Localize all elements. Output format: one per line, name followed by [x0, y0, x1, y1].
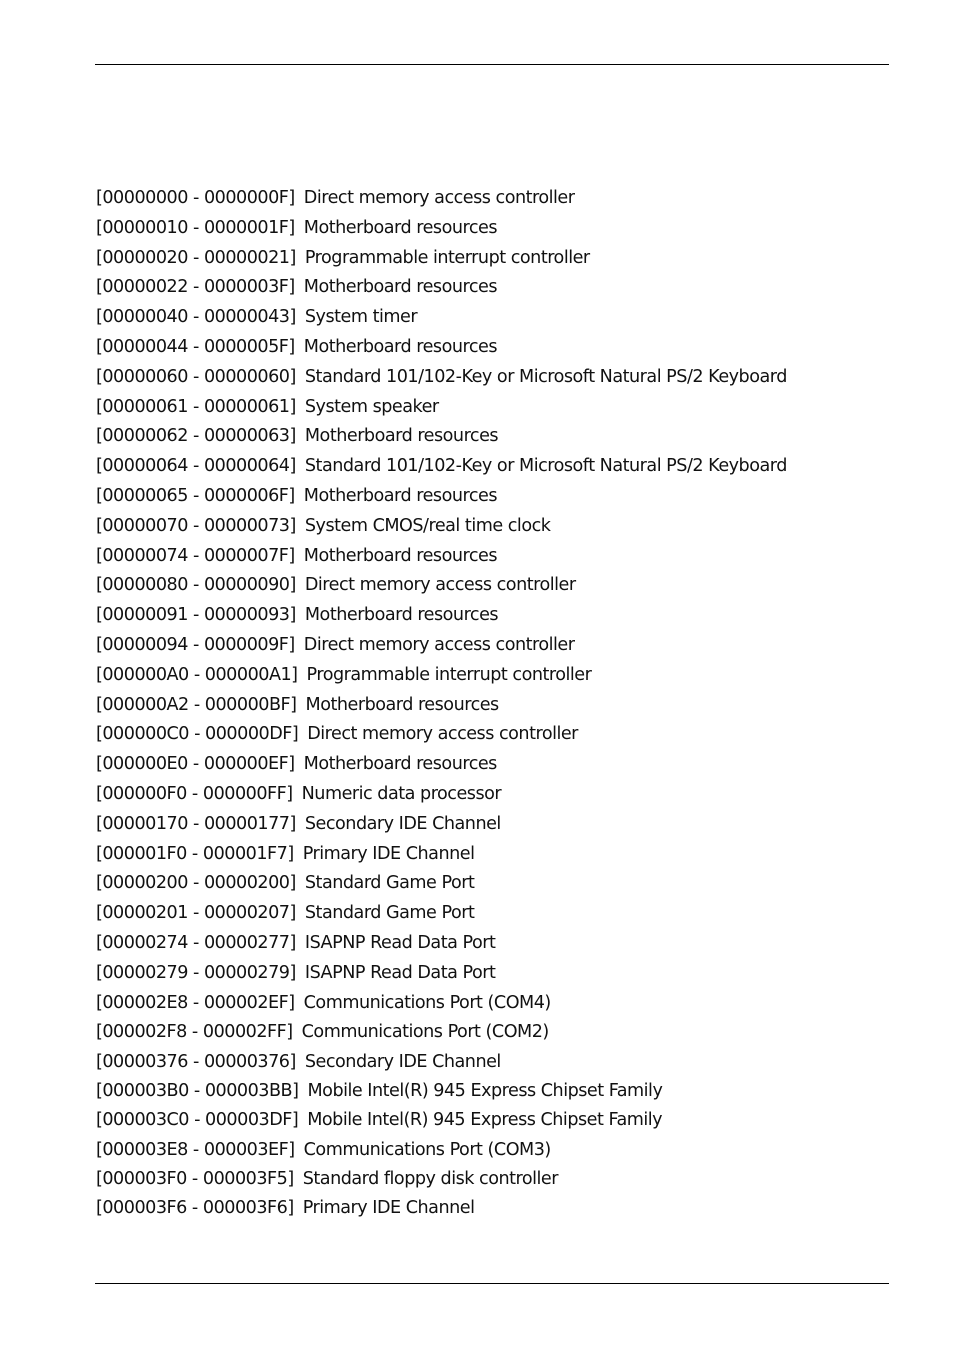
device-name: Motherboard resources — [303, 754, 497, 775]
device-name: Secondary IDE Channel — [304, 813, 501, 834]
io-range: [00000000 - 0000000F] — [96, 188, 295, 208]
io-range: [000003F0 - 000003F5] — [96, 1168, 294, 1189]
io-range: [000000A2 - 000000BF] — [96, 694, 297, 715]
list-item — [96, 273, 856, 303]
device-name: Secondary IDE Channel — [304, 1052, 501, 1073]
list-item — [96, 1194, 856, 1223]
device-name: Standard Game Port — [304, 903, 475, 924]
header-rule — [95, 64, 889, 65]
device-name: Communications Port (COM3) — [303, 1139, 551, 1160]
io-range: [00000070 - 00000073] — [96, 515, 296, 536]
io-range: [000002E8 - 000002EF] — [96, 992, 295, 1013]
io-range: [000000E0 - 000000EF] — [96, 754, 295, 775]
list-item — [96, 959, 856, 989]
device-name: Motherboard resources — [304, 605, 499, 626]
footer-rule — [95, 1283, 889, 1284]
io-range: [000000F0 - 000000FF] — [96, 783, 293, 804]
list-item — [96, 989, 856, 1019]
device-name: Motherboard resources — [303, 545, 498, 566]
list-item — [96, 899, 856, 929]
io-range: [00000065 - 0000006F] — [96, 485, 295, 506]
io-range: [00000010 - 0000001F] — [96, 217, 295, 238]
device-name: System speaker — [304, 396, 439, 417]
list-item — [96, 363, 856, 393]
device-name: Motherboard resources — [304, 426, 499, 447]
list-item — [96, 1106, 856, 1135]
device-name: Direct memory access controller — [307, 724, 578, 745]
device-name: Motherboard resources — [303, 277, 498, 298]
list-item — [96, 214, 856, 244]
io-range: [00000376 - 00000376] — [96, 1052, 296, 1073]
device-name: ISAPNP Read Data Port — [304, 962, 496, 983]
list-item — [96, 661, 856, 691]
io-range: [00000020 - 00000021] — [96, 247, 296, 268]
list-item — [96, 780, 856, 810]
list-item — [96, 810, 856, 840]
device-name: Direct memory access controller — [304, 575, 576, 596]
list-item — [96, 1165, 856, 1194]
device-name: Standard floppy disk controller — [302, 1168, 558, 1189]
list-item — [96, 631, 856, 661]
io-range: [00000279 - 00000279] — [96, 962, 296, 983]
io-range: [00000074 - 0000007F] — [96, 545, 295, 566]
device-name: Direct memory access controller — [303, 634, 575, 655]
device-name: Numeric data processor — [301, 783, 502, 804]
device-name: Primary IDE Channel — [302, 843, 475, 864]
device-name: Standard 101/102-Key or Microsoft Natural PS/2 Keyboard — [304, 456, 787, 477]
io-range: [00000274 - 00000277] — [96, 932, 296, 953]
io-range: [00000040 - 00000043] — [96, 307, 296, 328]
device-name: System CMOS/real time clock — [304, 515, 551, 536]
device-name: Motherboard resources — [303, 336, 498, 357]
list-item — [96, 542, 856, 572]
device-name: Mobile Intel(R) 945 Express Chipset Family — [307, 1110, 663, 1131]
device-name: Motherboard resources — [303, 485, 498, 506]
io-range: [000002F8 - 000002FF] — [96, 1022, 293, 1043]
io-range: [000003E8 - 000003EF] — [96, 1139, 295, 1160]
device-name: Standard 101/102-Key or Microsoft Natural PS/2 Keyboard — [304, 366, 787, 387]
list-item — [96, 512, 856, 542]
list-item — [96, 571, 856, 601]
io-range: [00000200 - 00000200] — [96, 873, 296, 894]
io-range: [00000022 - 0000003F] — [96, 277, 295, 298]
list-item — [96, 482, 856, 512]
list-item — [96, 750, 856, 780]
list-item — [96, 1048, 856, 1077]
io-range: [00000091 - 00000093] — [96, 605, 296, 626]
device-name: Standard Game Port — [304, 873, 475, 894]
io-range: [00000064 - 00000064] — [96, 456, 296, 477]
device-name: Programmable interrupt controller — [306, 664, 592, 685]
list-item — [96, 452, 856, 482]
list-item — [96, 184, 856, 214]
list-item — [96, 1018, 856, 1048]
io-range: [00000044 - 0000005F] — [96, 336, 295, 357]
list-item — [96, 1136, 856, 1165]
device-name: ISAPNP Read Data Port — [304, 932, 496, 953]
device-name: Motherboard resources — [305, 694, 499, 715]
io-range: [000000C0 - 000000DF] — [96, 724, 299, 745]
list-item — [96, 869, 856, 899]
list-item — [96, 393, 856, 423]
io-range: [00000060 - 00000060] — [96, 366, 296, 387]
list-item — [96, 840, 856, 870]
device-name: Primary IDE Channel — [302, 1198, 475, 1219]
list-item — [96, 1077, 856, 1106]
io-range: [00000094 - 0000009F] — [96, 634, 295, 655]
device-name: Direct memory access controller — [303, 188, 575, 208]
io-range: [00000062 - 00000063] — [96, 426, 296, 447]
io-range: [00000061 - 00000061] — [96, 396, 296, 417]
io-range: [000001F0 - 000001F7] — [96, 843, 294, 864]
device-name: Programmable interrupt controller — [304, 247, 590, 268]
list-item — [96, 929, 856, 959]
list-item — [96, 422, 856, 452]
device-name: Motherboard resources — [303, 217, 498, 238]
io-range: [000003C0 - 000003DF] — [96, 1110, 299, 1131]
device-name: Communications Port (COM4) — [303, 992, 551, 1013]
list-item — [96, 303, 856, 333]
io-range: [000000A0 - 000000A1] — [96, 664, 298, 685]
io-range: [00000080 - 00000090] — [96, 575, 296, 596]
list-item — [96, 601, 856, 631]
io-range: [00000201 - 00000207] — [96, 903, 296, 924]
io-range-list — [96, 184, 856, 1223]
list-item — [96, 691, 856, 721]
device-name: System timer — [304, 307, 418, 328]
io-range: [000003F6 - 000003F6] — [96, 1198, 294, 1219]
list-item — [96, 333, 856, 363]
io-range: [000003B0 - 000003BB] — [96, 1081, 299, 1102]
list-item — [96, 244, 856, 274]
device-name: Mobile Intel(R) 945 Express Chipset Family — [307, 1081, 663, 1102]
device-name: Communications Port (COM2) — [301, 1022, 549, 1043]
list-item — [96, 720, 856, 750]
io-range: [00000170 - 00000177] — [96, 813, 296, 834]
